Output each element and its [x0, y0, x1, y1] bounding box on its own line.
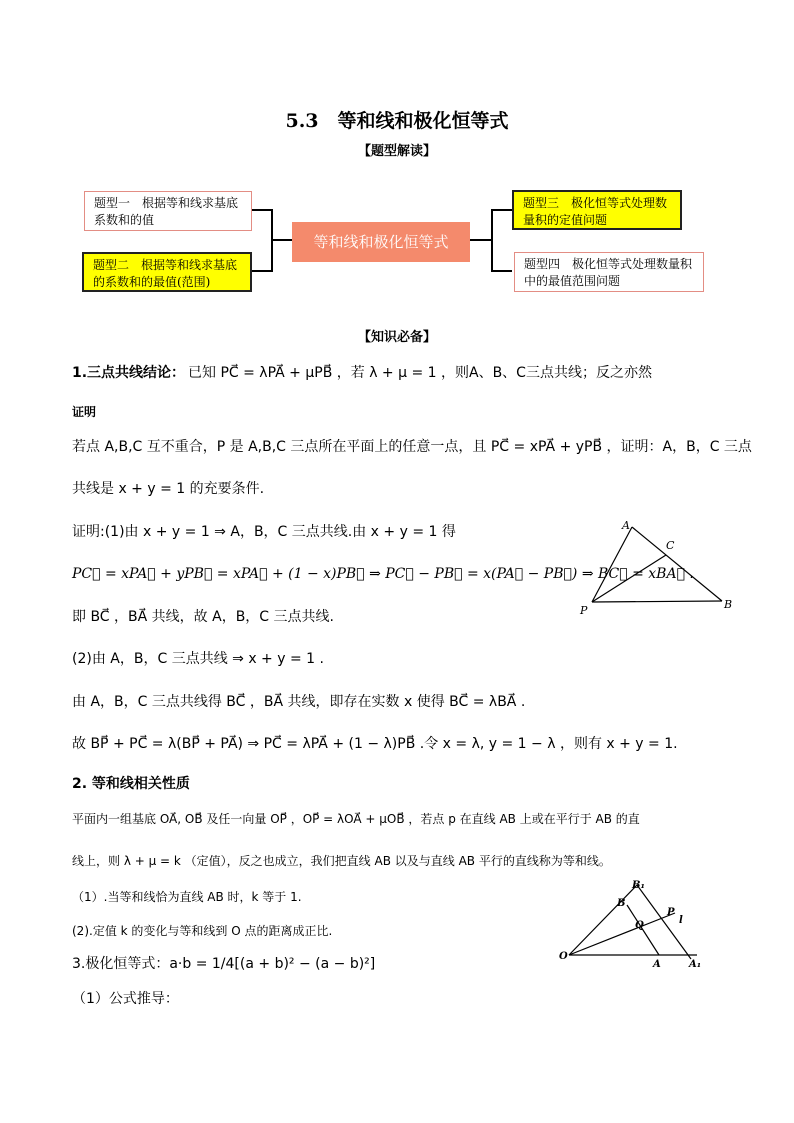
line-1-heading: 1.三点共线结论： [72, 365, 186, 381]
line-3: 若点 A,B,C 互不重合，P 是 A,B,C 三点所在平面上的任意一点，且 PC⃗ = xPA⃗ + yPB⃗ ，证明：A，B，C 三点 [72, 439, 752, 455]
fig1-label-B: B [724, 598, 733, 611]
fig2-label-P: P [667, 907, 675, 918]
line-4: 共线是 x + y = 1 的充要条件. [72, 481, 265, 497]
fig1-label-C: C [666, 539, 675, 552]
fig2-label-A1: A₁ [689, 959, 702, 970]
line-9: 由 A，B，C 三点共线得 BC⃗ ，BA⃗ 共线，即存在实数 x 使得 BC⃗ = λBA⃗ . [72, 694, 526, 710]
figure-collinear-triangle [570, 515, 740, 620]
type4-box: 题型四 极化恒等式处理数量积中的最值范围问题 [514, 252, 704, 292]
line-15: (2).定值 k 的变化与等和线到 O 点的距离成正比. [72, 924, 333, 938]
type2-box: 题型二 根据等和线求基底的系数和的最值(范围) [82, 252, 252, 292]
fig2-label-B: B [617, 898, 626, 909]
fig2-label-B1: B₁ [632, 880, 645, 891]
line-7: 即 BC⃗ ，BA⃗ 共线，故 A，B，C 三点共线. [72, 609, 334, 625]
fig2-label-Q: Q [635, 920, 644, 931]
line-12: 平面内一组基底 OA⃗, OB⃗ 及任一向量 OP⃗ ，OP⃗ = λOA⃗ + μOB⃗ ，若点 p 在直线 AB 上或在平行于 AB 的直 [72, 812, 640, 826]
line-10: 故 BP⃗ + PC⃗ = λ(BP⃗ + PA⃗) ⇒ PC⃗ = λPA⃗ + (1 − λ)PB⃗ .令 x = λ, y = 1 − λ ，则有 x + y = 1. [72, 736, 678, 752]
fig1-label-P: P [580, 604, 588, 617]
line-14: （1）.当等和线恰为直线 AB 时，k 等于 1. [72, 890, 302, 904]
figure-equal-sum-lines [555, 875, 715, 975]
fig1-label-A: A [622, 519, 630, 532]
type1-box: 题型一 根据等和线求基底系数和的值 [84, 191, 252, 231]
line-11-heading: 2. 等和线相关性质 [72, 776, 190, 792]
line-8: (2)由 A，B，C 三点共线 ⇒ x + y = 1 . [72, 651, 324, 667]
center-box: 等和线和极化恒等式 [292, 222, 470, 262]
line-13: 线上，则 λ + μ = k （定值），反之也成立，我们把直线 AB 以及与直线 AB 平行的直线称为等和线。 [72, 854, 611, 868]
type3-box: 题型三 极化恒等式处理数量积的定值问题 [512, 190, 682, 230]
line-6: PC⃗ = xPA⃗ + yPB⃗ = xPA⃗ + (1 − x)PB⃗ ⇒ PC⃗ − PB⃗ = x(PA⃗ − PB⃗) ⇒ BC⃗ = xBA⃗ . [72, 566, 694, 582]
section-heading-types: 【题型解读】 [357, 144, 436, 159]
page-title: 5.3 等和线和极化恒等式 [285, 110, 509, 132]
line-16: 3.极化恒等式：a·b = 1/4[(a + b)² − (a − b)²] [72, 956, 376, 972]
line-5: 证明:(1)由 x + y = 1 ⇒ A，B，C 三点共线.由 x + y = 1 得 [72, 524, 456, 540]
line-1-rest: 已知 PC⃗ = λPA⃗ + μPB⃗ ，若 λ + μ = 1 ，则A、B、C三点共线；反之亦然 [188, 365, 652, 381]
section-heading-knowledge: 【知识必备】 [357, 330, 436, 345]
line-proof-label: 证明 [72, 405, 97, 419]
fig2-label-l: l [679, 915, 683, 926]
line-17: （1）公式推导： [72, 991, 179, 1007]
fig2-label-A: A [653, 959, 661, 970]
fig2-label-O: O [559, 951, 568, 962]
